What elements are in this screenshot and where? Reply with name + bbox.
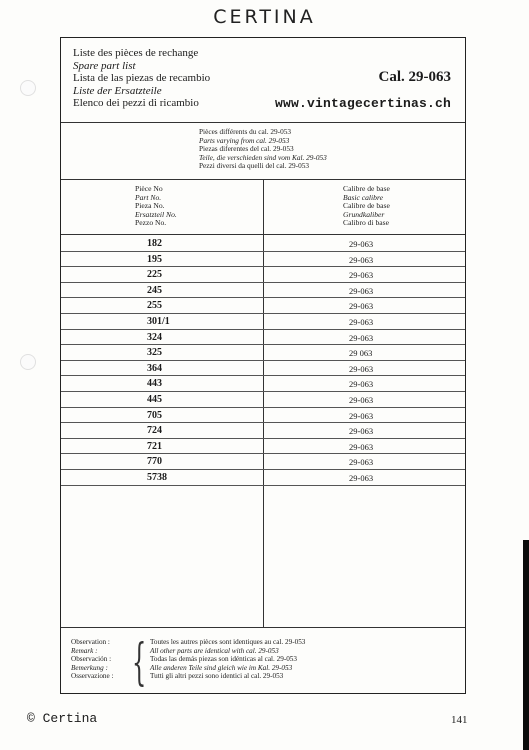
- column-header-line: Part No.: [135, 192, 162, 202]
- base-calibre: 29-063: [349, 285, 374, 296]
- varying-text: [199, 128, 327, 171]
- column-header-line: Grundkaliber: [343, 209, 385, 219]
- table-row: [61, 252, 465, 268]
- website-url: www.vintagecertinas.ch: [274, 96, 451, 111]
- punch-hole: [20, 354, 36, 370]
- column-header-line: Pezzo No.: [135, 218, 167, 228]
- base-calibre: 29-063: [349, 332, 374, 343]
- base-calibre: 29-063: [349, 472, 374, 483]
- observation-text: [150, 638, 305, 681]
- varying-line: Teile, die verschieden sind vom Kal. 29-053: [199, 152, 327, 162]
- observation-line: All other parts are identical with cal. 29-053: [150, 646, 279, 655]
- observation-line: Tutti gli altri pezzi sono identici al cal. 29-053: [150, 672, 284, 681]
- base-calibre: 29-063: [349, 426, 374, 437]
- base-calibre: 29-063: [349, 441, 374, 452]
- column-header-line: Ersatzteil No.: [135, 209, 177, 219]
- header-rule: [61, 234, 465, 235]
- observation-labels: [71, 638, 114, 681]
- column-header-line: Calibre de base: [343, 184, 390, 193]
- base-calibre: 29-063: [349, 316, 374, 327]
- observation-line: Toutes les autres pièces sont identiques au cal. 29-053: [150, 638, 306, 646]
- table-row: [61, 298, 465, 314]
- base-calibre: 29-063: [349, 457, 374, 468]
- part-number-header: [135, 185, 177, 228]
- scan-edge: [523, 540, 529, 750]
- part-number: 770: [147, 456, 162, 468]
- part-number: 182: [147, 238, 162, 249]
- varying-line: Parts varying from cal. 29-053: [199, 135, 290, 145]
- table-row: [61, 345, 465, 361]
- table-row: [61, 454, 465, 470]
- copyright: © Certina: [27, 711, 98, 726]
- observation-label: Remark :: [71, 646, 98, 655]
- punch-hole: [20, 80, 36, 96]
- column-header-line: Calibre de base: [343, 201, 390, 211]
- observation-label: Observation :: [71, 638, 110, 646]
- table-row: [61, 283, 465, 299]
- table-row: [61, 392, 465, 408]
- part-number: 225: [147, 269, 162, 281]
- title-line: Lista de las piezas de recambio: [73, 72, 211, 85]
- part-number: 705: [147, 409, 162, 421]
- varying-line: Pièces différents du cal. 29-053: [199, 127, 292, 136]
- part-number: 255: [147, 300, 162, 312]
- base-calibre: 29 063: [349, 348, 373, 359]
- table-row: [61, 439, 465, 455]
- column-header-line: Basic calibre: [343, 192, 383, 202]
- base-calibre: 29-063: [349, 394, 374, 405]
- table-row: [61, 408, 465, 424]
- base-calibre: 29-063: [349, 270, 374, 281]
- table-row: [61, 376, 465, 392]
- part-number: 724: [147, 425, 162, 437]
- base-calibre: 29-063: [349, 363, 374, 374]
- table-row: [61, 423, 465, 439]
- part-number: 443: [147, 378, 162, 390]
- observation-line: Alle anderen Teile sind gleich wie im Kal. 29-053: [150, 663, 293, 672]
- observation-label: Osservazione :: [71, 672, 114, 681]
- base-calibre: 29-063: [349, 410, 374, 421]
- table-row: [61, 330, 465, 346]
- list-header: [61, 38, 465, 123]
- varying-line: Pezzi diversi da quelli del cal. 29-053: [199, 161, 310, 171]
- part-number: 445: [147, 393, 162, 405]
- parts-list-frame: [60, 37, 466, 694]
- base-calibre: 29-063: [349, 379, 374, 390]
- title-line: Liste der Ersatzteile: [73, 84, 162, 97]
- column-header-line: Pièce No: [135, 184, 163, 193]
- title-line: Spare part list: [73, 59, 136, 72]
- observation-section: [61, 627, 465, 696]
- parts-table: [61, 236, 465, 486]
- table-row: [61, 361, 465, 377]
- title-line: Liste des pièces de rechange: [73, 47, 199, 59]
- varying-line: Piezas diferentes del cal. 29-053: [199, 144, 294, 154]
- column-header-line: Calibro di base: [343, 218, 389, 228]
- brand-title: CERTINA: [213, 6, 316, 28]
- title-line: Elenco dei pezzi di ricambio: [73, 97, 199, 110]
- observation-label: Bemerkung :: [71, 663, 108, 672]
- part-number: 245: [147, 284, 162, 296]
- list-titles: [73, 47, 210, 110]
- base-calibre: 29-063: [349, 239, 374, 249]
- table-row: [61, 267, 465, 283]
- base-calibre: 29-063: [349, 301, 374, 312]
- table-row: [61, 470, 465, 486]
- part-number: 324: [147, 331, 162, 343]
- part-number: 364: [147, 362, 162, 374]
- part-number: 195: [147, 253, 162, 265]
- calibre-number: Cal. 29-063: [378, 69, 451, 85]
- table-row: [61, 314, 465, 330]
- base-calibre: 29-063: [349, 254, 374, 265]
- table-row: [61, 236, 465, 252]
- base-calibre-header: [343, 185, 390, 228]
- part-number: 301/1: [147, 315, 170, 327]
- brace-icon: {: [132, 633, 147, 691]
- part-number: 325: [147, 347, 162, 359]
- varying-section: [61, 122, 465, 180]
- part-number: 721: [147, 440, 162, 452]
- observation-line: Todas las demás piezas son idénticas al cal. 29-053: [150, 655, 297, 664]
- observation-label: Observación :: [71, 655, 112, 664]
- column-header-line: Pieza No.: [135, 201, 165, 211]
- part-number: 5738: [147, 471, 167, 483]
- page-number: 141: [451, 714, 468, 726]
